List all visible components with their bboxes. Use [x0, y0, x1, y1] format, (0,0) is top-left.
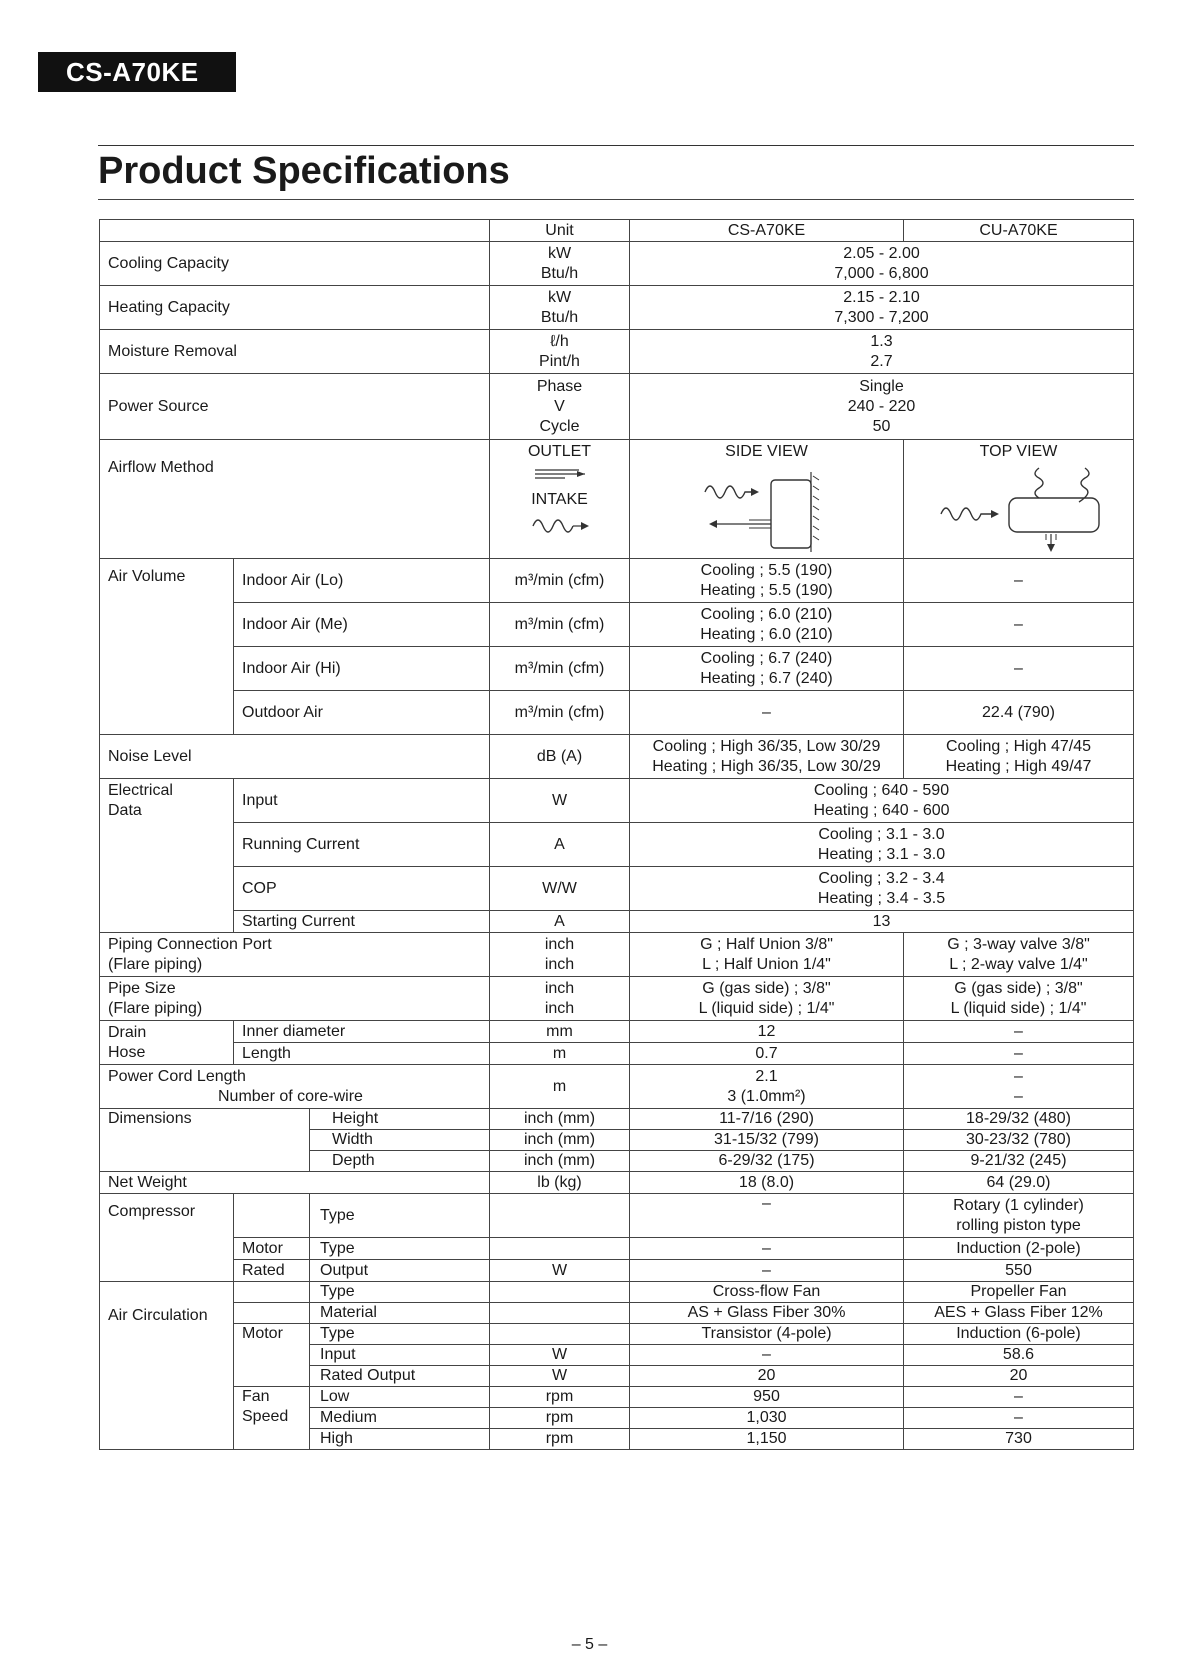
power-source-row	[100, 374, 1134, 440]
air-volume-row	[100, 691, 1134, 735]
side-view-diagram-icon	[687, 462, 847, 552]
unit-text: mm	[490, 1021, 630, 1043]
unit-text: W	[490, 1345, 630, 1366]
value-text: 950	[630, 1387, 904, 1408]
value-text: G (gas side) ; 3/8"	[954, 979, 1083, 997]
noise-level-label: Noise Level	[100, 735, 490, 779]
drain-item: Inner diameter	[234, 1021, 490, 1043]
electrical-item: Running Current	[234, 823, 490, 867]
top-view-label: TOP VIEW	[979, 443, 1058, 460]
value-text: –	[1014, 1067, 1023, 1085]
unit-text: lb (kg)	[490, 1172, 630, 1194]
material-label: Material	[310, 1303, 490, 1324]
value-text: 30-23/32 (780)	[904, 1130, 1134, 1151]
value-text: AS + Glass Fiber 30%	[630, 1303, 904, 1324]
value-text: –	[904, 603, 1134, 647]
header-row	[100, 220, 1134, 242]
value-text: 58.6	[904, 1345, 1134, 1366]
air-circulation-row	[100, 1387, 1134, 1408]
value-text: 2.1	[755, 1067, 778, 1085]
power-cord-row	[100, 1065, 1134, 1109]
indoor-model-header: CS-A70KE	[630, 220, 904, 242]
electrical-item: Starting Current	[234, 911, 490, 933]
label-text: Fan	[242, 1388, 270, 1405]
label-text: Power Cord Length	[108, 1067, 246, 1085]
value-text: G ; 3-way valve 3/8"	[947, 935, 1090, 953]
air-volume-label: Air Volume	[100, 559, 234, 735]
outlet-label: OUTLET	[527, 443, 592, 460]
value-text: Heating ; 5.5 (190)	[700, 581, 833, 599]
unit-text: m³/min (cfm)	[490, 603, 630, 647]
noise-level-row	[100, 735, 1134, 779]
value-text: 12	[630, 1021, 904, 1043]
value-text: –	[630, 1238, 904, 1260]
unit-text: W	[490, 779, 630, 823]
dimension-item: Depth	[310, 1151, 490, 1172]
value-text: 1.3	[870, 332, 893, 350]
value-text: 0.7	[630, 1043, 904, 1065]
air-volume-item: Indoor Air (Lo)	[234, 559, 490, 603]
unit-text: m	[490, 1043, 630, 1065]
drain-hose-label	[100, 1021, 234, 1065]
value-text: Heating ; 6.7 (240)	[700, 669, 833, 687]
unit-text: m³/min (cfm)	[490, 559, 630, 603]
intake-label: INTAKE	[531, 491, 588, 508]
unit-text: inch (mm)	[490, 1151, 630, 1172]
value-text: 18 (8.0)	[630, 1172, 904, 1194]
value-text: Induction (2-pole)	[904, 1238, 1134, 1260]
value-text: Rotary (1 cylinder)	[953, 1196, 1084, 1214]
outdoor-model-header: CU-A70KE	[904, 220, 1134, 242]
drain-item: Length	[234, 1043, 490, 1065]
unit-text: m	[490, 1065, 630, 1109]
value-text: 31-15/32 (799)	[630, 1130, 904, 1151]
speed-high-label: High	[310, 1429, 490, 1450]
value-text: –	[1014, 1087, 1023, 1105]
motor-type-label: Type	[310, 1324, 490, 1345]
dimension-item: Height	[310, 1109, 490, 1130]
value-text: Heating ; 6.0 (210)	[700, 625, 833, 643]
piping-port-label	[100, 933, 490, 977]
unit-text: inch	[544, 999, 575, 1017]
label-text: Drain	[108, 1023, 147, 1041]
label-text: Hose	[108, 1043, 146, 1061]
value-text: G ; Half Union 3/8"	[700, 935, 833, 953]
value-text: 50	[872, 417, 891, 435]
value-text: Transistor (4-pole)	[630, 1324, 904, 1345]
rated-label: Rated	[234, 1260, 310, 1282]
piping-port-row	[100, 933, 1134, 977]
value-text: 2.15 - 2.10	[843, 288, 920, 306]
label-text: Speed	[242, 1408, 289, 1425]
air-circulation-row	[100, 1303, 1134, 1324]
value-text: 9-21/32 (245)	[904, 1151, 1134, 1172]
fan-type-label: Type	[310, 1282, 490, 1303]
unit-text: m³/min (cfm)	[490, 647, 630, 691]
value-text: Cooling ; 640 - 590	[813, 781, 950, 799]
air-volume-row	[100, 603, 1134, 647]
electrical-row	[100, 823, 1134, 867]
input-label: Input	[310, 1345, 490, 1366]
unit-text: rpm	[490, 1408, 630, 1429]
value-text: 7,300 - 7,200	[834, 308, 929, 326]
label-text: Data	[108, 802, 142, 819]
power-source-label: Power Source	[100, 374, 490, 440]
unit-text: inch (mm)	[490, 1130, 630, 1151]
pipe-size-row	[100, 977, 1134, 1021]
value-text: Cooling ; 3.1 - 3.0	[818, 825, 945, 843]
fan-speed-label	[234, 1387, 310, 1450]
compressor-label: Compressor	[100, 1194, 234, 1282]
electrical-item: Input	[234, 779, 490, 823]
value-text: Induction (6-pole)	[904, 1324, 1134, 1345]
value-text: 7,000 - 6,800	[834, 264, 929, 282]
side-view-label: SIDE VIEW	[725, 443, 808, 460]
compressor-row	[100, 1238, 1134, 1260]
pipe-size-label	[100, 977, 490, 1021]
spec-table	[99, 219, 1134, 1450]
heating-capacity-row	[100, 286, 1134, 330]
model-tag: CS-A70KE	[38, 52, 236, 92]
top-view-diagram-icon	[929, 462, 1109, 552]
value-text: 1,030	[630, 1408, 904, 1429]
dimensions-row	[100, 1109, 1134, 1130]
value-text: 11-7/16 (290)	[630, 1109, 904, 1130]
value-text: Cooling ; High 36/35, Low 30/29	[652, 737, 881, 755]
unit-text: V	[554, 397, 565, 415]
value-text: Heating ; 640 - 600	[813, 801, 950, 819]
unit-text: W/W	[490, 867, 630, 911]
value-text: 550	[904, 1260, 1134, 1282]
value-text: L (liquid side) ; 1/4"	[950, 999, 1087, 1017]
dimension-item: Width	[310, 1130, 490, 1151]
value-text: Cooling ; 6.7 (240)	[700, 649, 833, 667]
label-text: Electrical	[108, 782, 173, 799]
speed-low-label: Low	[310, 1387, 490, 1408]
drain-hose-row	[100, 1043, 1134, 1065]
air-circulation-row	[100, 1324, 1134, 1345]
value-text: –	[904, 1021, 1134, 1043]
electrical-row	[100, 779, 1134, 823]
value-text: 2.05 - 2.00	[843, 244, 920, 262]
unit-text: A	[490, 823, 630, 867]
unit-text: Btu/h	[540, 264, 579, 282]
motor-label: Motor	[234, 1238, 310, 1260]
label-text: (Flare piping)	[108, 955, 203, 973]
unit-text: Pint/h	[539, 352, 580, 370]
value-text: L ; Half Union 1/4"	[702, 955, 831, 973]
fan-motor-label: Motor	[234, 1324, 310, 1387]
unit-text: Btu/h	[540, 308, 579, 326]
unit-text: Cycle	[539, 417, 580, 435]
compressor-row	[100, 1194, 1134, 1238]
value-text: –	[904, 1043, 1134, 1065]
unit-text: m³/min (cfm)	[490, 691, 630, 735]
value-text: –	[630, 691, 904, 735]
value-text: 20	[630, 1366, 904, 1387]
airflow-method-row	[100, 440, 1134, 559]
compressor-type-label: Type	[310, 1194, 490, 1238]
airflow-method-label: Airflow Method	[100, 440, 490, 559]
value-text: 240 - 220	[847, 397, 916, 415]
label-text: Pipe Size	[108, 979, 176, 997]
value-text: 1,150	[630, 1429, 904, 1450]
electrical-data-label	[100, 779, 234, 933]
value-text: –	[630, 1260, 904, 1282]
net-weight-label: Net Weight	[100, 1172, 490, 1194]
cooling-capacity-label: Cooling Capacity	[100, 242, 490, 286]
unit-text: rpm	[490, 1387, 630, 1408]
unit-text: inch (mm)	[490, 1109, 630, 1130]
value-text: –	[630, 1345, 904, 1366]
air-volume-row	[100, 647, 1134, 691]
value-text: Heating ; 3.1 - 3.0	[817, 845, 946, 863]
moisture-removal-row	[100, 330, 1134, 374]
unit-text: dB (A)	[490, 735, 630, 779]
title-rule	[98, 199, 1134, 200]
rated-output-label: Rated Output	[310, 1366, 490, 1387]
unit-header: Unit	[490, 220, 630, 242]
air-volume-item: Outdoor Air	[234, 691, 490, 735]
value-text: Cooling ; 5.5 (190)	[700, 561, 833, 579]
value-text: Cooling ; High 47/45	[946, 737, 1091, 755]
value-text: Cooling ; 3.2 - 3.4	[818, 869, 945, 887]
unit-text: inch	[544, 935, 575, 953]
unit-text: Phase	[536, 377, 583, 395]
value-text: L ; 2-way valve 1/4"	[949, 955, 1088, 973]
unit-text: rpm	[490, 1429, 630, 1450]
label-text: Number of core-wire	[218, 1087, 363, 1105]
value-text: –	[904, 647, 1134, 691]
value-text: Heating ; 3.4 - 3.5	[817, 889, 946, 907]
unit-text: ℓ/h	[550, 332, 569, 350]
value-text: G (gas side) ; 3/8"	[702, 979, 831, 997]
cooling-capacity-row	[100, 242, 1134, 286]
moisture-removal-label: Moisture Removal	[100, 330, 490, 374]
value-text: 18-29/32 (480)	[904, 1109, 1134, 1130]
outlet-arrow-icon	[525, 462, 595, 484]
value-text: Heating ; High 36/35, Low 30/29	[652, 757, 881, 775]
value-text: –	[904, 1387, 1134, 1408]
label-text: Piping Connection Port	[108, 935, 272, 953]
page-number: – 5 –	[571, 1636, 608, 1653]
label-text: (Flare piping)	[108, 999, 203, 1017]
air-circulation-label: Air Circulation	[100, 1282, 234, 1450]
value-text: 13	[630, 911, 1134, 933]
unit-text: kW	[547, 244, 572, 262]
air-volume-item: Indoor Air (Me)	[234, 603, 490, 647]
value-text: 6-29/32 (175)	[630, 1151, 904, 1172]
electrical-row	[100, 867, 1134, 911]
drain-hose-row	[100, 1021, 1134, 1043]
air-volume-item: Indoor Air (Hi)	[234, 647, 490, 691]
value-text: Propeller Fan	[904, 1282, 1134, 1303]
page-title: Product Specifications	[98, 150, 510, 192]
value-text: 22.4 (790)	[904, 691, 1134, 735]
intake-wave-arrow-icon	[525, 510, 595, 536]
output-label: Output	[310, 1260, 490, 1282]
value-text: 64 (29.0)	[904, 1172, 1134, 1194]
unit-text: A	[490, 911, 630, 933]
value-text: L (liquid side) ; 1/4"	[698, 999, 835, 1017]
value-text: –	[904, 559, 1134, 603]
air-volume-row	[100, 559, 1134, 603]
electrical-row	[100, 911, 1134, 933]
unit-text: inch	[544, 955, 575, 973]
unit-text: W	[490, 1366, 630, 1387]
value-text: Cooling ; 6.0 (210)	[700, 605, 833, 623]
unit-text: W	[490, 1260, 630, 1282]
value-text: 20	[904, 1366, 1134, 1387]
heating-capacity-label: Heating Capacity	[100, 286, 490, 330]
dimensions-label: Dimensions	[100, 1109, 310, 1172]
unit-text: inch	[544, 979, 575, 997]
electrical-item: COP	[234, 867, 490, 911]
net-weight-row	[100, 1172, 1134, 1194]
value-text: 3 (1.0mm²)	[727, 1087, 806, 1105]
unit-text: kW	[547, 288, 572, 306]
power-cord-label	[100, 1065, 490, 1109]
air-circulation-row	[100, 1282, 1134, 1303]
value-text: Single	[859, 377, 904, 395]
value-text: rolling piston type	[956, 1216, 1081, 1234]
value-text: –	[904, 1408, 1134, 1429]
speed-medium-label: Medium	[310, 1408, 490, 1429]
motor-type-label: Type	[310, 1238, 490, 1260]
value-text: Cross-flow Fan	[630, 1282, 904, 1303]
value-text: 2.7	[870, 352, 893, 370]
value-text: 730	[904, 1429, 1134, 1450]
value-text: –	[630, 1194, 904, 1238]
value-text: AES + Glass Fiber 12%	[904, 1303, 1134, 1324]
compressor-row	[100, 1260, 1134, 1282]
value-text: Heating ; High 49/47	[945, 757, 1092, 775]
